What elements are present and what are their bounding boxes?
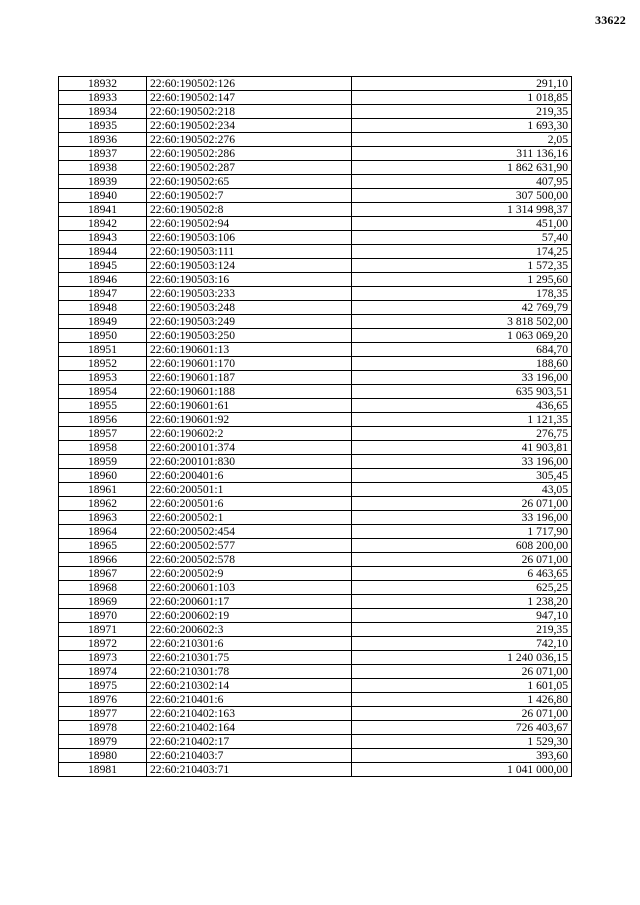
page-number: 33622 (595, 13, 626, 27)
row-number-cell: 18965 (59, 539, 147, 553)
row-number-cell: 18945 (59, 259, 147, 273)
row-number-cell: 18935 (59, 119, 147, 133)
row-number-cell: 18939 (59, 175, 147, 189)
cadastral-number-cell: 22:60:200502:1 (147, 511, 352, 525)
amount-cell: 33 196,00 (352, 511, 572, 525)
data-table (58, 76, 572, 777)
table-row (59, 511, 572, 525)
row-number-cell: 18940 (59, 189, 147, 203)
amount-cell: 276,75 (352, 427, 572, 441)
row-number-cell: 18956 (59, 413, 147, 427)
table-row (59, 217, 572, 231)
row-number-cell: 18975 (59, 679, 147, 693)
cadastral-number-cell: 22:60:200502:578 (147, 553, 352, 567)
table-row (59, 441, 572, 455)
cadastral-number-cell: 22:60:190502:286 (147, 147, 352, 161)
amount-cell: 407,95 (352, 175, 572, 189)
cadastral-number-cell: 22:60:200602:19 (147, 609, 352, 623)
cadastral-number-cell: 22:60:190601:13 (147, 343, 352, 357)
cadastral-number-cell: 22:60:190601:187 (147, 371, 352, 385)
amount-cell: 1 862 631,90 (352, 161, 572, 175)
cadastral-number-cell: 22:60:190502:218 (147, 105, 352, 119)
cadastral-number-cell: 22:60:190502:287 (147, 161, 352, 175)
amount-cell: 947,10 (352, 609, 572, 623)
cadastral-number-cell: 22:60:200601:103 (147, 581, 352, 595)
row-number-cell: 18957 (59, 427, 147, 441)
cadastral-number-cell: 22:60:210402:17 (147, 735, 352, 749)
row-number-cell: 18932 (59, 77, 147, 91)
amount-cell: 26 071,00 (352, 665, 572, 679)
row-number-cell: 18949 (59, 315, 147, 329)
table-row (59, 161, 572, 175)
row-number-cell: 18979 (59, 735, 147, 749)
cadastral-number-cell: 22:60:200502:454 (147, 525, 352, 539)
cadastral-number-cell: 22:60:190502:126 (147, 77, 352, 91)
table-row (59, 357, 572, 371)
amount-cell: 26 071,00 (352, 497, 572, 511)
table-row (59, 91, 572, 105)
amount-cell: 43,05 (352, 483, 572, 497)
amount-cell: 174,25 (352, 245, 572, 259)
table-row (59, 231, 572, 245)
cadastral-number-cell: 22:60:210301:78 (147, 665, 352, 679)
row-number-cell: 18977 (59, 707, 147, 721)
row-number-cell: 18934 (59, 105, 147, 119)
amount-cell: 1 041 000,00 (352, 763, 572, 777)
row-number-cell: 18974 (59, 665, 147, 679)
amount-cell: 26 071,00 (352, 553, 572, 567)
table-row (59, 413, 572, 427)
table-row (59, 203, 572, 217)
cadastral-number-cell: 22:60:200602:3 (147, 623, 352, 637)
amount-cell: 41 903,81 (352, 441, 572, 455)
amount-cell: 305,45 (352, 469, 572, 483)
table-row (59, 371, 572, 385)
row-number-cell: 18963 (59, 511, 147, 525)
table-row (59, 455, 572, 469)
table-row (59, 539, 572, 553)
table-row (59, 665, 572, 679)
row-number-cell: 18950 (59, 329, 147, 343)
row-number-cell: 18941 (59, 203, 147, 217)
amount-cell: 33 196,00 (352, 455, 572, 469)
row-number-cell: 18943 (59, 231, 147, 245)
row-number-cell: 18938 (59, 161, 147, 175)
row-number-cell: 18970 (59, 609, 147, 623)
amount-cell: 1 063 069,20 (352, 329, 572, 343)
cadastral-number-cell: 22:60:190502:234 (147, 119, 352, 133)
cadastral-number-cell: 22:60:210301:6 (147, 637, 352, 651)
table-row (59, 763, 572, 777)
table-row (59, 133, 572, 147)
table-row (59, 651, 572, 665)
amount-cell: 608 200,00 (352, 539, 572, 553)
table-row (59, 301, 572, 315)
row-number-cell: 18951 (59, 343, 147, 357)
cadastral-number-cell: 22:60:190602:2 (147, 427, 352, 441)
amount-cell: 1 240 036,15 (352, 651, 572, 665)
cadastral-number-cell: 22:60:190502:7 (147, 189, 352, 203)
cadastral-number-cell: 22:60:200501:1 (147, 483, 352, 497)
row-number-cell: 18972 (59, 637, 147, 651)
cadastral-number-cell: 22:60:210403:7 (147, 749, 352, 763)
table-row (59, 707, 572, 721)
table-row (59, 119, 572, 133)
amount-cell: 3 818 502,00 (352, 315, 572, 329)
table-row (59, 77, 572, 91)
amount-cell: 451,00 (352, 217, 572, 231)
cadastral-number-cell: 22:60:200401:6 (147, 469, 352, 483)
table-row (59, 469, 572, 483)
cadastral-number-cell: 22:60:190503:106 (147, 231, 352, 245)
table-row (59, 105, 572, 119)
table-row (59, 721, 572, 735)
row-number-cell: 18961 (59, 483, 147, 497)
amount-cell: 1 238,20 (352, 595, 572, 609)
cadastral-number-cell: 22:60:190503:124 (147, 259, 352, 273)
cadastral-number-cell: 22:60:200502:9 (147, 567, 352, 581)
row-number-cell: 18936 (59, 133, 147, 147)
amount-cell: 393,60 (352, 749, 572, 763)
amount-cell: 178,35 (352, 287, 572, 301)
row-number-cell: 18933 (59, 91, 147, 105)
row-number-cell: 18947 (59, 287, 147, 301)
table-row (59, 399, 572, 413)
row-number-cell: 18968 (59, 581, 147, 595)
table-row (59, 693, 572, 707)
cadastral-number-cell: 22:60:190503:249 (147, 315, 352, 329)
table-row (59, 497, 572, 511)
amount-cell: 311 136,16 (352, 147, 572, 161)
table-row (59, 343, 572, 357)
amount-cell: 291,10 (352, 77, 572, 91)
cadastral-number-cell: 22:60:210301:75 (147, 651, 352, 665)
amount-cell: 726 403,67 (352, 721, 572, 735)
cadastral-number-cell: 22:60:200502:577 (147, 539, 352, 553)
table-row (59, 749, 572, 763)
row-number-cell: 18937 (59, 147, 147, 161)
row-number-cell: 18955 (59, 399, 147, 413)
table-row (59, 147, 572, 161)
table-row (59, 567, 572, 581)
row-number-cell: 18960 (59, 469, 147, 483)
amount-cell: 1 018,85 (352, 91, 572, 105)
table-row (59, 175, 572, 189)
row-number-cell: 18980 (59, 749, 147, 763)
cadastral-number-cell: 22:60:190503:250 (147, 329, 352, 343)
cadastral-number-cell: 22:60:210302:14 (147, 679, 352, 693)
amount-cell: 188,60 (352, 357, 572, 371)
row-number-cell: 18944 (59, 245, 147, 259)
amount-cell: 625,25 (352, 581, 572, 595)
row-number-cell: 18966 (59, 553, 147, 567)
cadastral-number-cell: 22:60:210401:6 (147, 693, 352, 707)
cadastral-number-cell: 22:60:200501:6 (147, 497, 352, 511)
cadastral-number-cell: 22:60:190503:248 (147, 301, 352, 315)
row-number-cell: 18978 (59, 721, 147, 735)
amount-cell: 26 071,00 (352, 707, 572, 721)
table-row (59, 287, 572, 301)
row-number-cell: 18976 (59, 693, 147, 707)
table-row (59, 525, 572, 539)
amount-cell: 33 196,00 (352, 371, 572, 385)
amount-cell: 6 463,65 (352, 567, 572, 581)
table-row (59, 679, 572, 693)
amount-cell: 2,05 (352, 133, 572, 147)
cadastral-number-cell: 22:60:190502:8 (147, 203, 352, 217)
row-number-cell: 18952 (59, 357, 147, 371)
amount-cell: 684,70 (352, 343, 572, 357)
amount-cell: 1 121,35 (352, 413, 572, 427)
cadastral-number-cell: 22:60:190601:188 (147, 385, 352, 399)
amount-cell: 307 500,00 (352, 189, 572, 203)
row-number-cell: 18973 (59, 651, 147, 665)
table-row (59, 623, 572, 637)
amount-cell: 219,35 (352, 105, 572, 119)
amount-cell: 1 295,60 (352, 273, 572, 287)
amount-cell: 1 314 998,37 (352, 203, 572, 217)
table-row (59, 553, 572, 567)
table-row (59, 735, 572, 749)
table-row (59, 637, 572, 651)
row-number-cell: 18946 (59, 273, 147, 287)
cadastral-number-cell: 22:60:190503:16 (147, 273, 352, 287)
amount-cell: 1 529,30 (352, 735, 572, 749)
cadastral-number-cell: 22:60:210403:71 (147, 763, 352, 777)
cadastral-number-cell: 22:60:190502:65 (147, 175, 352, 189)
cadastral-number-cell: 22:60:210402:163 (147, 707, 352, 721)
amount-cell: 219,35 (352, 623, 572, 637)
cadastral-number-cell: 22:60:200101:374 (147, 441, 352, 455)
row-number-cell: 18962 (59, 497, 147, 511)
row-number-cell: 18953 (59, 371, 147, 385)
table-body (59, 77, 572, 777)
row-number-cell: 18959 (59, 455, 147, 469)
row-number-cell: 18954 (59, 385, 147, 399)
row-number-cell: 18942 (59, 217, 147, 231)
amount-cell: 1 572,35 (352, 259, 572, 273)
table-row (59, 483, 572, 497)
table-row (59, 427, 572, 441)
row-number-cell: 18967 (59, 567, 147, 581)
amount-cell: 1 601,05 (352, 679, 572, 693)
cadastral-number-cell: 22:60:200101:830 (147, 455, 352, 469)
amount-cell: 742,10 (352, 637, 572, 651)
table-row (59, 385, 572, 399)
cadastral-number-cell: 22:60:200601:17 (147, 595, 352, 609)
cadastral-number-cell: 22:60:210402:164 (147, 721, 352, 735)
amount-cell: 1 426,80 (352, 693, 572, 707)
amount-cell: 57,40 (352, 231, 572, 245)
cadastral-number-cell: 22:60:190601:92 (147, 413, 352, 427)
table-row (59, 259, 572, 273)
row-number-cell: 18958 (59, 441, 147, 455)
cadastral-number-cell: 22:60:190503:111 (147, 245, 352, 259)
amount-cell: 42 769,79 (352, 301, 572, 315)
row-number-cell: 18971 (59, 623, 147, 637)
cadastral-number-cell: 22:60:190503:233 (147, 287, 352, 301)
amount-cell: 436,65 (352, 399, 572, 413)
cadastral-number-cell: 22:60:190601:170 (147, 357, 352, 371)
table-row (59, 581, 572, 595)
row-number-cell: 18948 (59, 301, 147, 315)
amount-cell: 1 693,30 (352, 119, 572, 133)
cadastral-number-cell: 22:60:190502:276 (147, 133, 352, 147)
row-number-cell: 18981 (59, 763, 147, 777)
cadastral-number-cell: 22:60:190601:61 (147, 399, 352, 413)
amount-cell: 1 717,90 (352, 525, 572, 539)
table-row (59, 245, 572, 259)
table-row (59, 273, 572, 287)
amount-cell: 635 903,51 (352, 385, 572, 399)
table-row (59, 595, 572, 609)
row-number-cell: 18969 (59, 595, 147, 609)
table-row (59, 329, 572, 343)
table-row (59, 189, 572, 203)
cadastral-number-cell: 22:60:190502:147 (147, 91, 352, 105)
table-row (59, 315, 572, 329)
row-number-cell: 18964 (59, 525, 147, 539)
table-row (59, 609, 572, 623)
cadastral-number-cell: 22:60:190502:94 (147, 217, 352, 231)
